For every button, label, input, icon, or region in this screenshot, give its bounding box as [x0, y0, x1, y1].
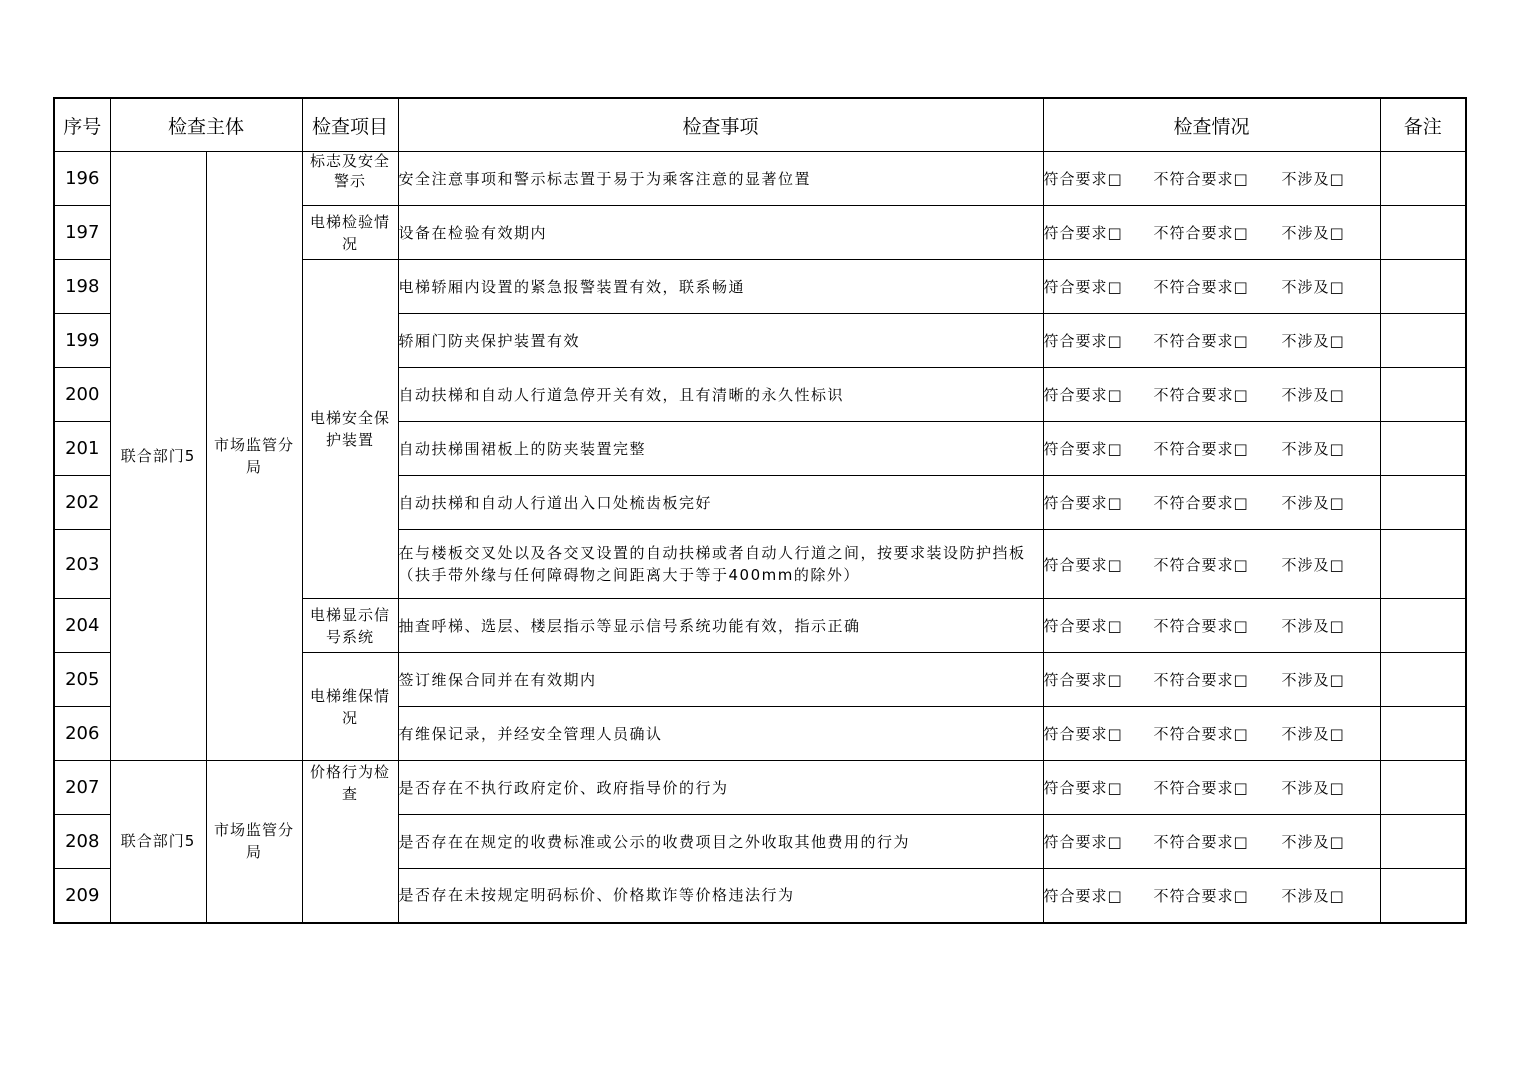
- row-number: 207: [54, 761, 110, 815]
- note-cell[interactable]: [1380, 260, 1466, 314]
- status-cell[interactable]: [1043, 152, 1380, 206]
- status-cell[interactable]: [1043, 869, 1380, 923]
- row-number: 206: [54, 707, 110, 761]
- note-cell[interactable]: [1380, 707, 1466, 761]
- row-number: 197: [54, 206, 110, 260]
- status-cell[interactable]: [1043, 815, 1380, 869]
- matter-cell: 是否存在不执行政府定价、政府指导价的行为: [398, 761, 1043, 815]
- status-cell[interactable]: [1043, 653, 1380, 707]
- header-item: 检查项目: [302, 98, 398, 152]
- note-cell[interactable]: [1380, 152, 1466, 206]
- row-number: 209: [54, 869, 110, 923]
- status-cell[interactable]: [1043, 314, 1380, 368]
- status-ok-checkbox[interactable]: 符合要求□: [1043, 779, 1123, 797]
- status-ok-checkbox[interactable]: 符合要求□: [1043, 886, 1123, 905]
- status-not-ok-checkbox[interactable]: 不符合要求□: [1153, 386, 1249, 404]
- unit-cell: 市场监管分局: [206, 761, 302, 923]
- status-not-ok-checkbox[interactable]: 不符合要求□: [1153, 170, 1249, 188]
- status-ok-checkbox[interactable]: 符合要求□: [1043, 170, 1123, 188]
- status-na-checkbox[interactable]: 不涉及□: [1281, 278, 1345, 296]
- note-cell[interactable]: [1380, 206, 1466, 260]
- status-na-checkbox[interactable]: 不涉及□: [1281, 555, 1345, 574]
- status-na-checkbox[interactable]: 不涉及□: [1281, 725, 1345, 743]
- matter-cell: 有维保记录，并经安全管理人员确认: [398, 707, 1043, 761]
- item-cell: [302, 152, 398, 206]
- matter-cell: 设备在检验有效期内: [398, 206, 1043, 260]
- status-na-checkbox[interactable]: 不涉及□: [1281, 833, 1345, 851]
- status-ok-checkbox[interactable]: 符合要求□: [1043, 386, 1123, 404]
- note-cell[interactable]: [1380, 422, 1466, 476]
- status-ok-checkbox[interactable]: 符合要求□: [1043, 494, 1123, 512]
- status-not-ok-checkbox[interactable]: 不符合要求□: [1153, 332, 1249, 350]
- table-row: [54, 152, 1466, 206]
- status-na-checkbox[interactable]: 不涉及□: [1281, 440, 1345, 458]
- unit-cell: 市场监管分局: [206, 152, 302, 761]
- header-row: [54, 98, 1466, 152]
- row-number: 201: [54, 422, 110, 476]
- row-number: 205: [54, 653, 110, 707]
- status-ok-checkbox[interactable]: 符合要求□: [1043, 332, 1123, 350]
- note-cell[interactable]: [1380, 653, 1466, 707]
- status-ok-checkbox[interactable]: 符合要求□: [1043, 555, 1123, 574]
- matter-cell: 签订维保合同并在有效期内: [398, 653, 1043, 707]
- note-cell[interactable]: [1380, 476, 1466, 530]
- note-cell[interactable]: [1380, 599, 1466, 653]
- status-not-ok-checkbox[interactable]: 不符合要求□: [1153, 617, 1249, 635]
- status-not-ok-checkbox[interactable]: 不符合要求□: [1153, 779, 1249, 797]
- note-cell[interactable]: [1380, 869, 1466, 923]
- row-number: 200: [54, 368, 110, 422]
- status-na-checkbox[interactable]: 不涉及□: [1281, 779, 1345, 797]
- row-number: 203: [54, 530, 110, 599]
- row-number: 204: [54, 599, 110, 653]
- item-cell: 电梯维保情况: [302, 653, 398, 761]
- status-na-checkbox[interactable]: 不涉及□: [1281, 494, 1345, 512]
- status-cell[interactable]: [1043, 761, 1380, 815]
- status-cell[interactable]: [1043, 422, 1380, 476]
- status-ok-checkbox[interactable]: 符合要求□: [1043, 725, 1123, 743]
- status-ok-checkbox[interactable]: 符合要求□: [1043, 278, 1123, 296]
- status-cell[interactable]: [1043, 368, 1380, 422]
- status-cell[interactable]: [1043, 530, 1380, 599]
- status-cell[interactable]: [1043, 260, 1380, 314]
- note-cell[interactable]: [1380, 530, 1466, 599]
- status-ok-checkbox[interactable]: 符合要求□: [1043, 833, 1123, 851]
- inspection-table: [53, 97, 1467, 924]
- status-not-ok-checkbox[interactable]: 不符合要求□: [1153, 494, 1249, 512]
- matter-cell: 电梯轿厢内设置的紧急报警装置有效，联系畅通: [398, 260, 1043, 314]
- header-subject: 检查主体: [110, 98, 302, 152]
- matter-cell: 在与楼板交叉处以及各交叉设置的自动扶梯或者自动人行道之间，按要求装设防护挡板（扶手带外缘与任何障碍物之间距离大于等于400mm的除外）: [398, 530, 1043, 599]
- matter-cell: 安全注意事项和警示标志置于易于为乘客注意的显著位置: [398, 152, 1043, 206]
- status-not-ok-checkbox[interactable]: 不符合要求□: [1153, 555, 1249, 574]
- status-na-checkbox[interactable]: 不涉及□: [1281, 886, 1345, 905]
- status-na-checkbox[interactable]: 不涉及□: [1281, 224, 1345, 242]
- dept-cell: 联合部门5: [110, 152, 206, 761]
- status-ok-checkbox[interactable]: 符合要求□: [1043, 224, 1123, 242]
- status-ok-checkbox[interactable]: 符合要求□: [1043, 671, 1123, 689]
- item-cell: 电梯安全保护装置: [302, 260, 398, 599]
- matter-cell: 自动扶梯和自动人行道急停开关有效，且有清晰的永久性标识: [398, 368, 1043, 422]
- status-not-ok-checkbox[interactable]: 不符合要求□: [1153, 440, 1249, 458]
- status-cell[interactable]: [1043, 476, 1380, 530]
- status-ok-checkbox[interactable]: 符合要求□: [1043, 440, 1123, 458]
- row-number: 202: [54, 476, 110, 530]
- header-status: 检查情况: [1043, 98, 1380, 152]
- header-note: 备注: [1380, 98, 1466, 152]
- header-no: 序号: [54, 98, 110, 152]
- row-number: 199: [54, 314, 110, 368]
- note-cell[interactable]: [1380, 368, 1466, 422]
- status-ok-checkbox[interactable]: 符合要求□: [1043, 617, 1123, 635]
- matter-cell: 自动扶梯和自动人行道出入口处梳齿板完好: [398, 476, 1043, 530]
- note-cell[interactable]: [1380, 815, 1466, 869]
- status-not-ok-checkbox[interactable]: 不符合要求□: [1153, 224, 1249, 242]
- note-cell[interactable]: [1380, 761, 1466, 815]
- status-na-checkbox[interactable]: 不涉及□: [1281, 332, 1345, 350]
- row-number: 198: [54, 260, 110, 314]
- row-number: 208: [54, 815, 110, 869]
- note-cell[interactable]: [1380, 314, 1466, 368]
- matter-cell: 抽查呼梯、选层、楼层指示等显示信号系统功能有效，指示正确: [398, 599, 1043, 653]
- matter-cell: 轿厢门防夹保护装置有效: [398, 314, 1043, 368]
- header-matter: 检查事项: [398, 98, 1043, 152]
- dept-cell: 联合部门5: [110, 761, 206, 923]
- status-not-ok-checkbox[interactable]: 不符合要求□: [1153, 671, 1249, 689]
- status-na-checkbox[interactable]: 不涉及□: [1281, 671, 1345, 689]
- status-not-ok-checkbox[interactable]: 不符合要求□: [1153, 725, 1249, 743]
- status-na-checkbox[interactable]: 不涉及□: [1281, 617, 1345, 635]
- item-cell: 价格行为检查: [302, 761, 398, 923]
- status-not-ok-checkbox[interactable]: 不符合要求□: [1153, 278, 1249, 296]
- matter-cell: 是否存在在规定的收费标准或公示的收费项目之外收取其他费用的行为: [398, 815, 1043, 869]
- status-na-checkbox[interactable]: 不涉及□: [1281, 170, 1345, 188]
- status-cell[interactable]: [1043, 206, 1380, 260]
- matter-cell: 是否存在未按规定明码标价、价格欺诈等价格违法行为: [398, 869, 1043, 923]
- row-number: 196: [54, 152, 110, 206]
- table-row: [54, 761, 1466, 815]
- status-cell[interactable]: [1043, 707, 1380, 761]
- status-cell[interactable]: [1043, 599, 1380, 653]
- item-label: 标志及安全警示: [309, 151, 390, 190]
- item-cell: 电梯检验情况: [302, 206, 398, 260]
- status-na-checkbox[interactable]: 不涉及□: [1281, 386, 1345, 404]
- status-not-ok-checkbox[interactable]: 不符合要求□: [1153, 886, 1249, 905]
- matter-cell: 自动扶梯围裙板上的防夹装置完整: [398, 422, 1043, 476]
- item-cell: 电梯显示信号系统: [302, 599, 398, 653]
- status-not-ok-checkbox[interactable]: 不符合要求□: [1153, 833, 1249, 851]
